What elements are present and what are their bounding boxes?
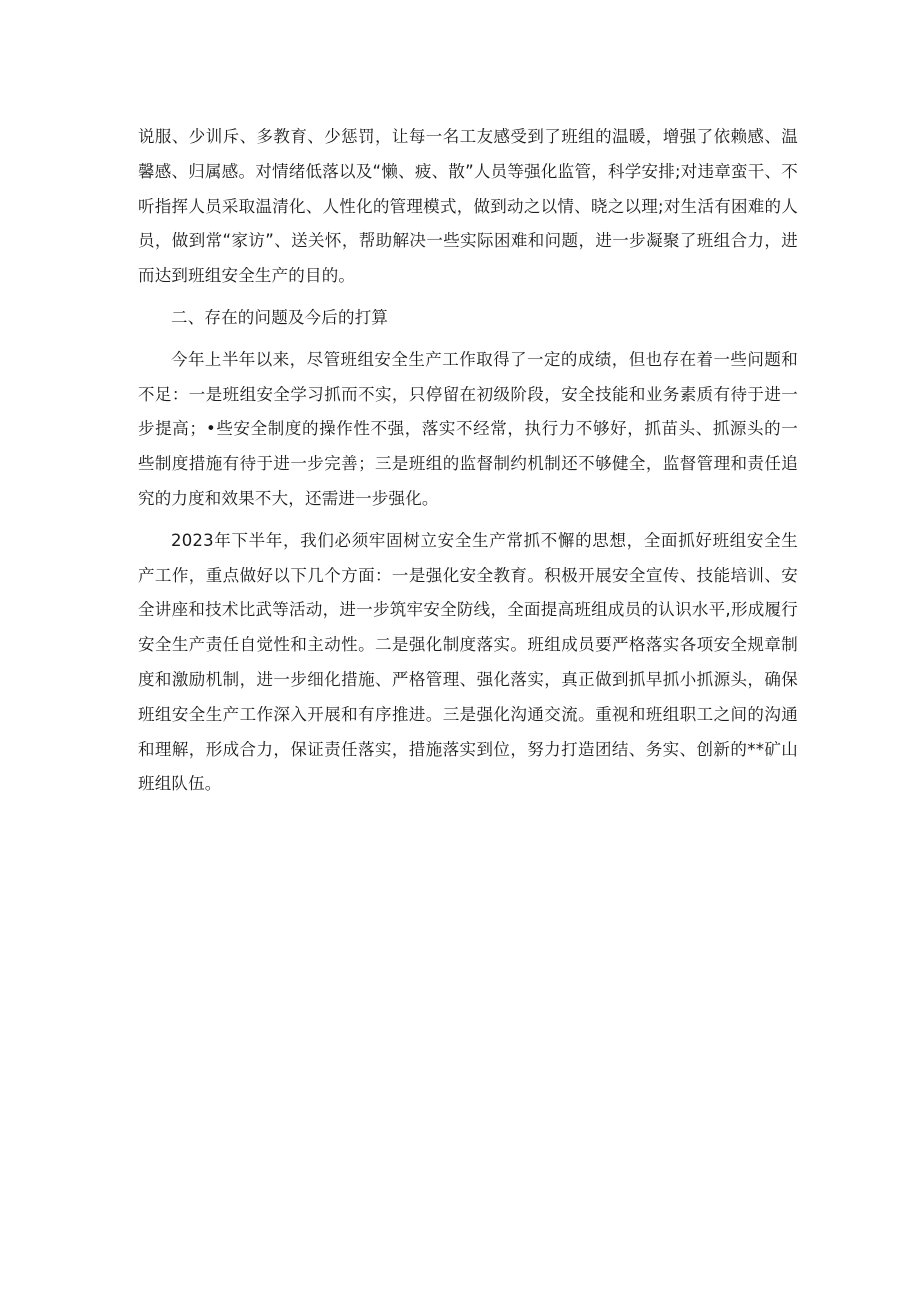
paragraph-continuation: 说服、少训斥、多教育、少惩罚，让每一名工友感受到了班组的温暖，增强了依赖感、温馨感、归属感。对情绪低落以及“懒、疲、散”人员等强化监管，科学安排;对违章蛮干、不听指挥人员采取温清化、人性化的管理模式，做到动之以情、晓之以理;对生活有困难的人员，做到常“家访”、送关怀，帮助解决一些实际困难和问题，进一步凝聚了班组合力，进而达到班组安全生产的目的。 [138, 127, 798, 286]
section-heading: 二、存在的问题及今后的打算 [171, 307, 389, 327]
paragraph-problems: 今年上半年以来，尽管班组安全生产工作取得了一定的成绩，但也存在着一些问题和不足：一是班组安全学习抓而不实，只停留在初级阶段，安全技能和业务素质有待于进一步提高；•些安全制度的操作性不强，落实不经常，执行力不够好，抓苗头、抓源头的一些制度措施有待于进一步完善；三是班组的监督制约机制还不够健全，监督管理和责任追究的力度和效果不大，还需进一步强化。 [138, 349, 798, 508]
paragraph-plans: 2023年下半年，我们必须牢固树立安全生产常抓不懈的思想，全面抓好班组安全生产工作，重点做好以下几个方面：一是强化安全教育。积极开展安全宣传、技能培训、安全讲座和技术比武等活动，进一步筑牢安全防线，全面提高班组成员的认识水平,形成履行安全生产责任自觉性和主动性。二是强化制度落实。班组成员要严格落实各项安全规章制度和激励机制，进一步细化措施、严格管理、强化落实，真正做到抓早抓小抓源头，确保班组安全生产工作深入开展和有序推进。三是强化沟通交流。重视和班组职工之间的沟通和理解，形成合力，保证责任落实，措施落实到位，努力打造团结、务实、创新的**矿山班组队伍。 [138, 530, 798, 794]
document-body [138, 120, 798, 809]
